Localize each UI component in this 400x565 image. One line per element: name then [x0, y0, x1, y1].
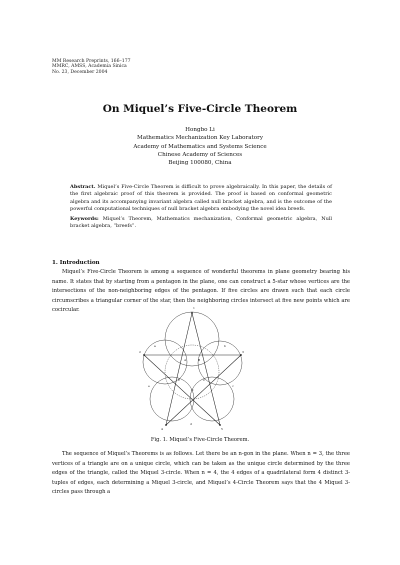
label-E: E: [178, 378, 181, 382]
abstract-label: Abstract.: [70, 184, 96, 190]
keywords-label: Keywords:: [70, 216, 99, 222]
star-pentagram: [144, 313, 241, 425]
label-e: e: [148, 384, 150, 388]
preprint-header: [52, 59, 131, 75]
abstract: [70, 184, 332, 214]
label-B: B: [198, 358, 201, 362]
label-5: 5: [221, 427, 223, 431]
label-A: A: [184, 358, 187, 362]
intro-paragraph-2: The sequence of Miquel’s Theorems is as follows. Let there be an n-gon in the plane. When n = 3, the three vertices of a triangle are on a unique circle, which can be taken as the unique circle determined by the three edges of the triangle, called the Miquel 3-circle. When n = 4, the 4 edges of a quadrilateral form 4 distinct 3-tuples of edges, each determining a Miquel 3-circle, and Miquel’s 4-Circle Theorem says that the 4 Miquel 3-circles pass through a: [52, 451, 350, 496]
intro-paragraph-1: Miquel’s Five-Circle Theorem is among a sequence of wonderful theorems in plane geometry bearing his name. It states that by starting from a pentagon in the plane, one can construct a 5-star whose vertices are the intersections of the non-neighboring edges of the pentagon. If five circles are drawn such that each circle circumscribes a triangular corner of the star, then the neighboring circles intersect at five new points which are cocircular.: [52, 269, 350, 314]
affiliation-1: Mathematics Mechanization Key Laboratory: [137, 135, 263, 142]
label-b: b: [224, 344, 226, 348]
label-2: 2: [139, 350, 141, 354]
header-line-1: MM Research Preprints, 166–177: [52, 59, 131, 64]
label-D: D: [191, 388, 194, 392]
affiliation-2: Academy of Mathematics and Systems Science: [133, 143, 267, 150]
label-c: c: [232, 384, 234, 388]
author-block: [0, 126, 400, 167]
section-heading-introduction: 1. Introduction: [52, 260, 100, 266]
keywords: [70, 216, 332, 231]
header-line-2: MMRC, AMSS, Academia Sinica: [52, 64, 127, 70]
label-4: 4: [161, 427, 163, 431]
author-address: Beijing 100080, China: [168, 160, 232, 167]
label-C: C: [203, 378, 206, 382]
header-line-3: No. 23, December 2004: [52, 69, 108, 75]
label-1: 1: [193, 306, 195, 310]
label-d: d: [190, 422, 192, 426]
label-a: a: [154, 344, 156, 348]
keywords-text: Miquel’s Theorem, Mathematics mechanization, Conformal geometric algebra, Null bracket algebra, “breefs”.: [70, 216, 332, 230]
figure-caption: Fig. 1. Miquel’s Five-Circle Theorem.: [150, 437, 250, 443]
affiliation-3: Chinese Academy of Sciences: [157, 151, 243, 158]
miquel-circle-top: [165, 312, 219, 366]
paper-title: On Miquel’s Five-Circle Theorem: [102, 103, 298, 115]
abstract-text: Miquel’s Five-Circle Theorem is difficult to prove algebraically. In this paper, the details of the first algebraic proof of this theorem is provided. The proof is based on conformal geometric algebra and its accompanying invariant algebra called null bracket algebra, and is the outcome of the powerful computational techniques of null bracket algebra embodying the novel idea breefs.: [70, 184, 332, 213]
author-name: Hongbo Li: [185, 127, 215, 133]
label-3: 3: [242, 350, 244, 354]
miquel-figure: [138, 297, 246, 437]
